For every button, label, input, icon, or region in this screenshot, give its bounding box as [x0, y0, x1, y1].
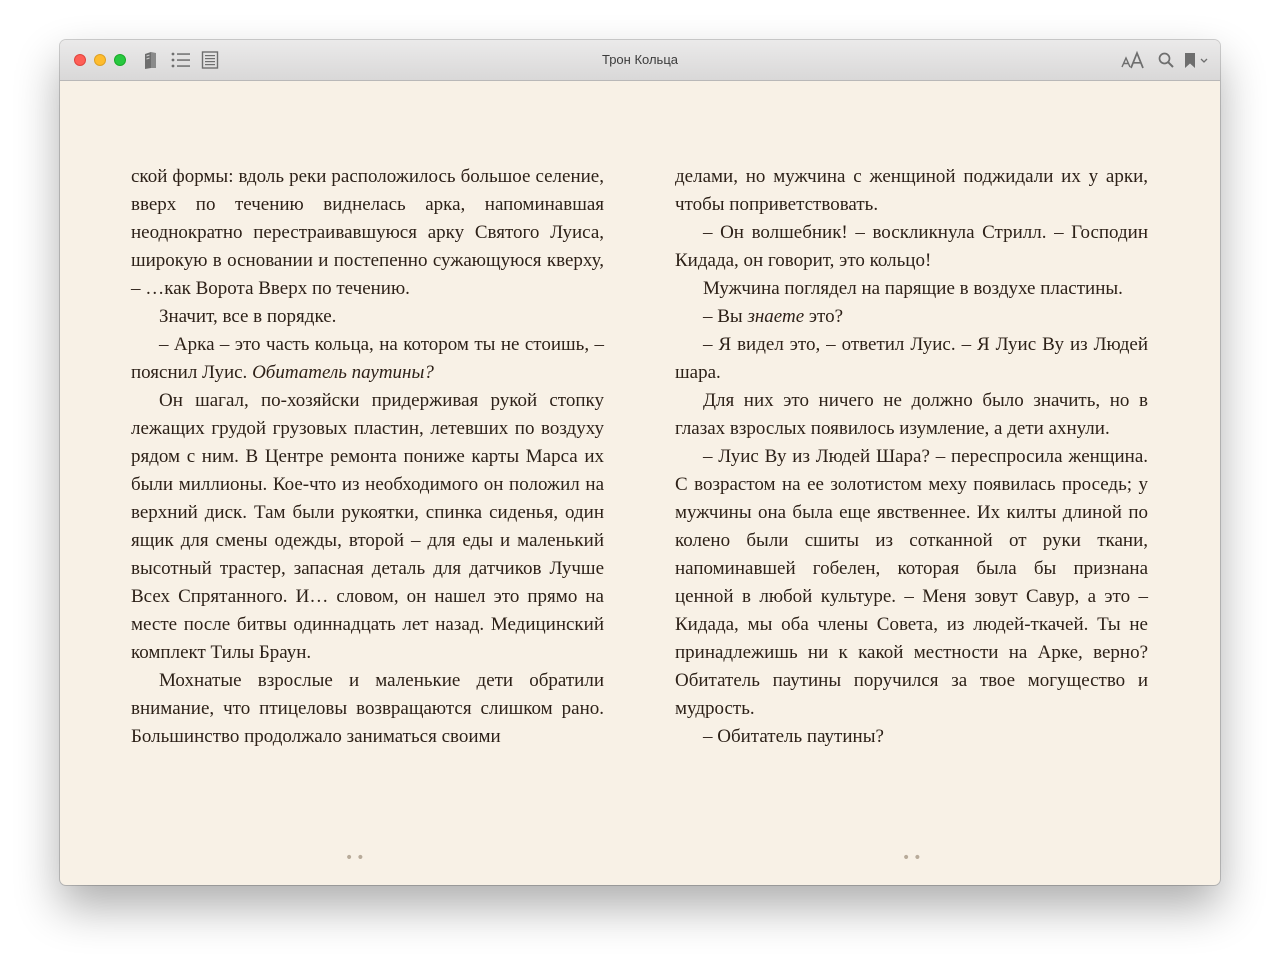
- bookmark-icon[interactable]: [1183, 50, 1197, 70]
- paragraph: Значит, все в порядке.: [159, 306, 337, 327]
- paragraph: ской формы: вдоль реки расположилось большое селение, вверх по течению виднелась арка, напоминавшая неоднократно перестраивавшуюся арку Святого Луиса, широкую в основании и постепенно сужающуюся кверху, – …как Ворота Вверх по течению.: [131, 166, 604, 299]
- paragraph-text: это?: [808, 306, 844, 327]
- paragraph-text: – Арка – это часть кольца, на котором ты не стоишь, – пояснил Луис.: [131, 334, 604, 383]
- paragraph: делами, но мужчина с женщиной поджидали их у арки, чтобы поприветствовать.: [675, 166, 1148, 215]
- paragraph: Он шагал, по-хозяйски придерживая рукой стопку лежащих грудой грузовых пластин, летевших по воздуху рядом с ним. В Центре ремонта пониже карты Марса их были миллионы. Кое-что из необходимого он положил на верхний диск. Там были рукоятки, спинка сиденья, один ящик для смены одежды, второй – для еды и маленький высотный трастер, запасная деталь для датчиков Лучше Всех Спрятанного. И… словом, он нашел это прямо на месте после битвы одиннадцать лет назад. Медицинский комплект Тилы Браун.: [131, 390, 604, 663]
- book-window: [60, 40, 1220, 885]
- chevron-down-icon[interactable]: [1199, 50, 1209, 70]
- paragraph: – Луис Ву из Людей Шара? – переспросила женщина. С возрастом на ее золотистом меху появилась проседь; у мужчины она была еще явственнее. Их килты длиной по колено были сшиты из сотканной от руки ткани, напоминавшей гобелен, которая была бы признана ценной в любой культуре. – Меня зовут Савур, а это – Кидада, мы оба члены Совета, из людей-ткачей. Ты не принадлежишь ни к какой местности на Арке, верно? Обитатель паутины поручился за твое могущество и мудрость.: [675, 446, 1148, 719]
- font-size-icon[interactable]: [1121, 50, 1147, 70]
- italic-text: Обитатель паутины?: [252, 362, 434, 383]
- right-page: [675, 163, 1148, 751]
- paragraph: – Обитатель паутины?: [703, 726, 884, 747]
- search-icon[interactable]: [1157, 50, 1175, 70]
- paragraph: Мохнатые взрослые и маленькие дети обратили внимание, что птицеловы возвращаются слишком рано. Большинство продолжало заниматься своими: [131, 670, 604, 747]
- left-page: [131, 163, 604, 751]
- paragraph: [131, 331, 604, 387]
- window-title: Трон Кольца: [601, 52, 678, 67]
- paragraph: – Я видел это, – ответил Луис. – Я Луис Ву из Людей шара.: [675, 334, 1148, 383]
- italic-text: знаете: [747, 306, 805, 327]
- right-page-indicator: ••: [902, 850, 925, 866]
- paragraph: – Он волшебник! – воскликнула Стрилл. – Господин Кидада, он говорит, это кольцо!: [675, 222, 1148, 271]
- paragraph: Для них это ничего не должно было значить, но в глазах взрослых появилось изумление, а дети ахнули.: [675, 390, 1148, 439]
- title-bar[interactable]: [60, 40, 1220, 81]
- paragraph: [675, 303, 1148, 331]
- left-page-indicator: ••: [345, 850, 368, 866]
- paragraph-text: – Вы: [703, 306, 743, 327]
- paragraph: Мужчина поглядел на парящие в воздухе пластины.: [703, 278, 1123, 299]
